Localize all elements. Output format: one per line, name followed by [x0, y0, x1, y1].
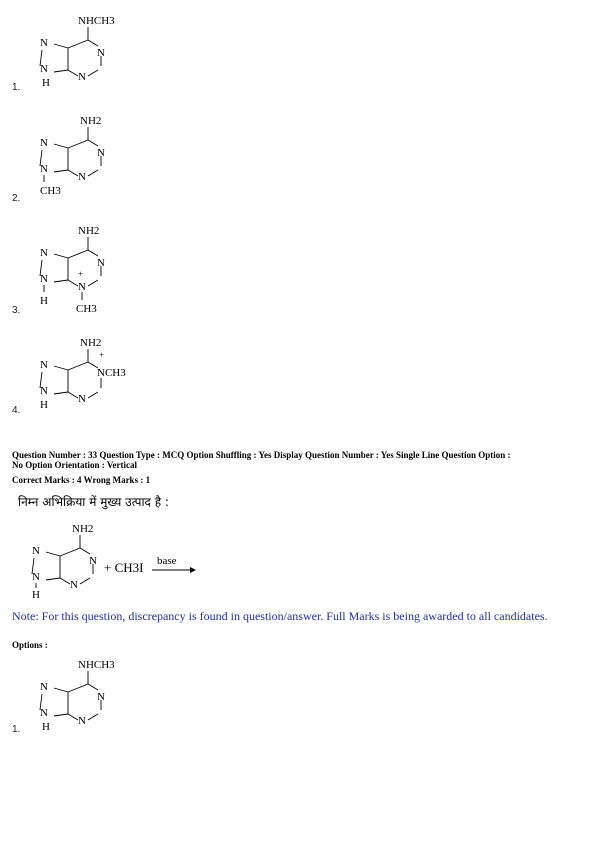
condition-label: base	[157, 555, 177, 567]
svg-text:CH3: CH3	[40, 185, 61, 197]
option-number: 4.	[12, 405, 21, 416]
substituent-label: NHCH3	[78, 659, 115, 671]
svg-text:N: N	[78, 281, 86, 293]
svg-text:N: N	[32, 545, 40, 557]
svg-text:H: H	[42, 77, 50, 89]
svg-text:N: N	[40, 137, 48, 149]
svg-text:N: N	[40, 707, 48, 719]
option-number: 1.	[12, 82, 21, 93]
svg-text:N: N	[40, 163, 48, 175]
svg-text:N: N	[89, 555, 97, 567]
question-meta: Question Number : 33 Question Type : MCQ Option Shuffling : Yes Display Question Number : Yes Single Line Question Option : No Option Orientation : Vertical	[12, 450, 511, 470]
svg-text:N: N	[78, 393, 86, 405]
svg-text:N: N	[40, 37, 48, 49]
svg-text:H: H	[40, 295, 48, 307]
svg-text:N: N	[97, 257, 105, 269]
svg-text:N: N	[40, 247, 48, 259]
option-number: 3.	[12, 305, 21, 316]
svg-text:+: +	[78, 269, 84, 279]
svg-text:N: N	[40, 385, 48, 397]
substituent-label: NHCH3	[78, 15, 115, 27]
svg-text:N: N	[40, 63, 48, 75]
option-number: 2.	[12, 193, 21, 204]
svg-text:H: H	[42, 721, 50, 733]
substituent-label: NH2	[80, 115, 102, 127]
svg-text:N: N	[40, 681, 48, 693]
svg-text:H: H	[40, 399, 48, 411]
reagent-label: + CH3I	[104, 560, 144, 575]
purine-structure	[30, 10, 140, 90]
substituent-label: NH2	[72, 523, 94, 535]
svg-text:N: N	[97, 691, 105, 703]
question-marks: Correct Marks : 4 Wrong Marks : 1	[12, 475, 151, 485]
substituent-label: NH2	[78, 225, 100, 237]
question-text: निम्न अभिक्रिया में मुख्य उत्पाद है :	[18, 495, 169, 509]
adenine-structure	[18, 518, 128, 601]
purine-structure	[30, 110, 140, 200]
svg-text:H: H	[32, 589, 40, 601]
svg-text:N: N	[32, 571, 40, 583]
svg-text:N: N	[40, 273, 48, 285]
purine-structure	[30, 332, 150, 417]
svg-text:N: N	[78, 715, 86, 727]
svg-text:CH3: CH3	[76, 303, 97, 315]
substituent-label: NH2	[80, 337, 102, 349]
svg-text:+: +	[99, 350, 105, 360]
svg-text:N: N	[40, 359, 48, 371]
reaction-arrow	[152, 566, 196, 574]
option-number: 1.	[12, 724, 21, 735]
svg-text:N: N	[97, 147, 105, 159]
purine-structure	[30, 220, 140, 315]
svg-text:N: N	[78, 71, 86, 83]
discrepancy-note: Note: For this question, discrepancy is found in question/answer. Full Marks is being awarded to all candidates.	[12, 609, 548, 623]
svg-text:NCH3: NCH3	[97, 367, 126, 379]
options-label: Options :	[12, 640, 48, 650]
svg-text:N: N	[70, 579, 78, 591]
svg-text:N: N	[78, 171, 86, 183]
purine-structure	[30, 654, 140, 734]
svg-text:N: N	[97, 47, 105, 59]
